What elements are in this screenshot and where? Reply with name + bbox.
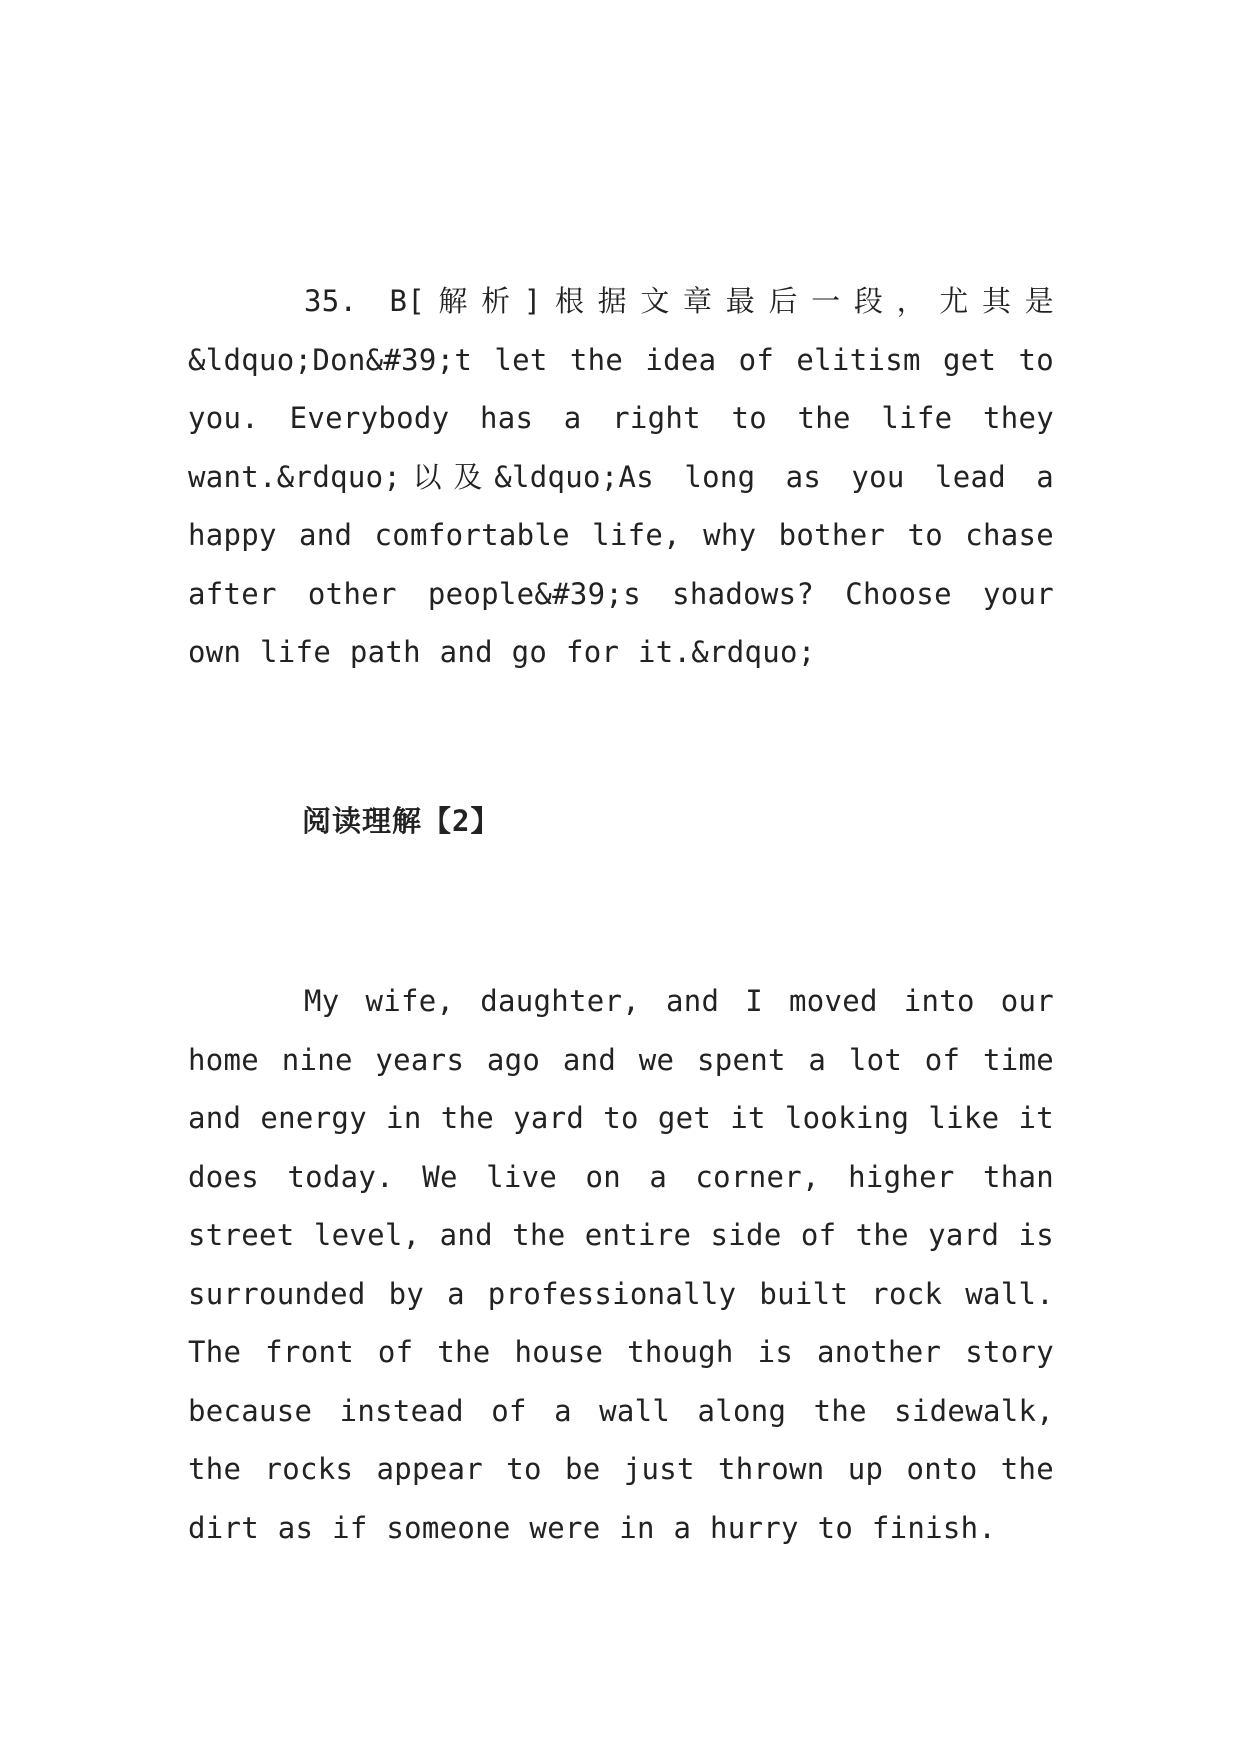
answer-explanation-paragraph: 35. B[解析]根据文章最后一段，尤其是&ldquo;Don&#39;t let the idea of elitism get to you. Everybody has a right to the life they want.&rdquo;以及&ldquo;As long as you lead a happy and comfortable life, why bother to chase after other people&#39;s shadows? Choose your own life path and go for it.&rdquo; <box>188 284 1054 669</box>
section-heading: 阅读理解【2】 <box>302 804 501 838</box>
reading-passage-paragraph: My wife, daughter, and I moved into our home nine years ago and we spent a lot of time and energy in the yard to get it looking like it does today. We live on a corner, higher than street level, and the entire side of the yard is surrounded by a professionally built rock wall. The front of the house though is another story because instead of a wall along the sidewalk, the rocks appear to be just thrown up onto the dirt as if someone were in a hurry to finish. <box>188 984 1054 1545</box>
